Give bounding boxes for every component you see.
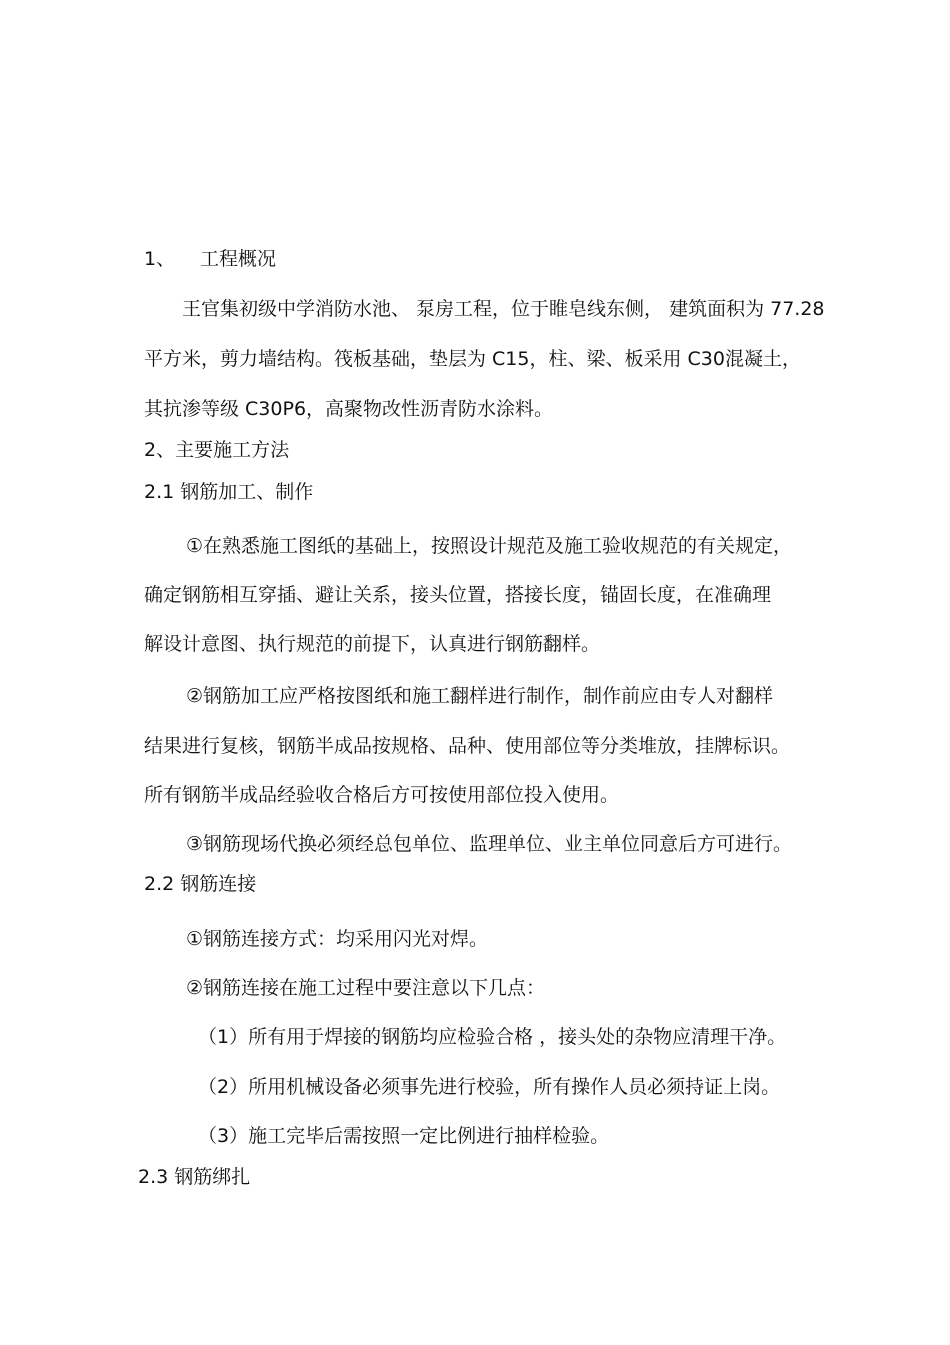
list-item: （1）所有用于焊接的钢筋均应检验合格 ，接头处的杂物应清理干净。 xyxy=(198,1026,787,1048)
paragraph-line: ①在熟悉施工图纸的基础上，按照设计规范及施工验收规范的有关规定， xyxy=(186,535,793,557)
list-item: （3）施工完毕后需按照一定比例进行抽样检验。 xyxy=(198,1125,610,1147)
list-item: （2）所用机械设备必须事先进行校验，所有操作人员必须持证上岗。 xyxy=(198,1076,781,1098)
section-number: 1、 xyxy=(144,248,176,270)
subsection-heading: 2.1 钢筋加工、制作 xyxy=(144,481,314,503)
paragraph-line: 确定钢筋相互穿插、避让关系，接头位置，搭接长度，锚固长度，在准确理 xyxy=(144,584,772,606)
paragraph-line: 王官集初级中学消防水池、 泵房工程，位于睢皂线东侧， 建筑面积为 77.28 xyxy=(182,298,825,320)
paragraph-line: 解设计意图、执行规范的前提下，认真进行钢筋翻样。 xyxy=(144,633,601,655)
section-title: 工程概况 xyxy=(200,248,277,270)
paragraph-line: ②钢筋连接在施工过程中要注意以下几点： xyxy=(186,977,546,999)
subsection-heading: 2.3 钢筋绑扎 xyxy=(138,1166,251,1188)
paragraph-line: 平方米，剪力墙结构。筏板基础，垫层为 C15，柱、梁、板采用 C30混凝土， xyxy=(144,348,801,370)
paragraph-line: ②钢筋加工应严格按图纸和施工翻样进行制作，制作前应由专人对翻样 xyxy=(186,685,774,707)
paragraph-line: 其抗渗等级 C30P6，高聚物改性沥青防水涂料。 xyxy=(144,398,554,420)
paragraph-line: ①钢筋连接方式：均采用闪光对焊。 xyxy=(186,928,489,950)
paragraph-line: 结果进行复核，钢筋半成品按规格、品种、使用部位等分类堆放，挂牌标识。 xyxy=(144,735,791,757)
section-heading: 2、主要施工方法 xyxy=(144,439,290,461)
paragraph-line: 所有钢筋半成品经验收合格后方可按使用部位投入使用。 xyxy=(144,784,620,806)
paragraph-line: ③钢筋现场代换必须经总包单位、监理单位、业主单位同意后方可进行。 xyxy=(186,833,793,855)
subsection-heading: 2.2 钢筋连接 xyxy=(144,873,257,895)
